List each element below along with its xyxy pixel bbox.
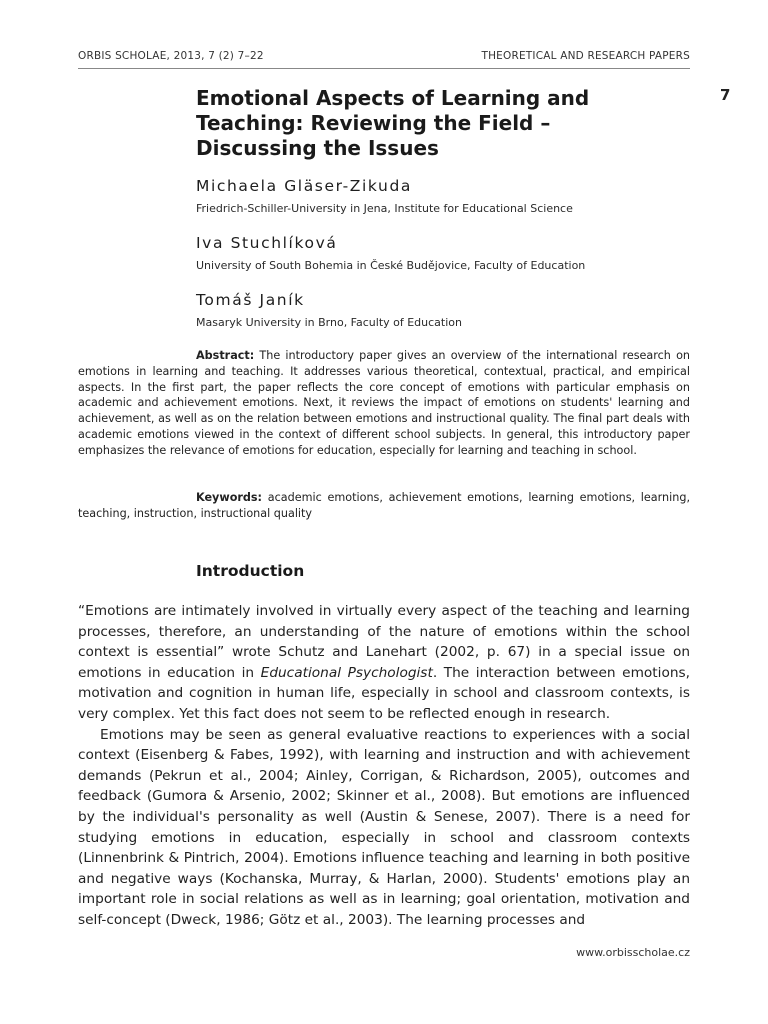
- author-name: Tomáš Janík: [196, 291, 305, 309]
- paragraph-text: . The interaction between emotions, motivation and cognition in human life, especially in school and classroom contexts, is very complex. Yet this fact does not seem to be reflected enough in research.: [78, 664, 690, 722]
- keywords: [78, 490, 690, 522]
- paragraph-text: “Emotions are intimately involved in virtually every aspect of the teaching and learning processes, therefore, an understanding of the nature of emotions within the school context is essential” wrote Schutz and Lanehart (2002, p. 67) in a special issue on emotions in education in: [78, 603, 690, 681]
- author-affiliation: University of South Bohemia in České Budějovice, Faculty of Education: [196, 259, 586, 272]
- journal-name: Educational Psychologist: [260, 664, 433, 681]
- author-name: Michaela Gläser-Zikuda: [196, 177, 412, 195]
- article-title: Emotional Aspects of Learning and Teaching: Reviewing the Field – Discussing the Issues: [196, 86, 590, 160]
- author-affiliation: Friedrich-Schiller-University in Jena, Institute for Educational Science: [196, 202, 573, 215]
- abstract-label: Abstract:: [196, 349, 255, 362]
- author-name: Iva Stuchlíková: [196, 234, 338, 252]
- author-block: [196, 233, 676, 273]
- abstract: [78, 348, 690, 459]
- section-heading-introduction: Introduction: [196, 562, 305, 580]
- footer-website: www.orbisscholae.cz: [576, 946, 690, 959]
- journal-citation: ORBIS SCHOLAE, 2013, 7 (2) 7–22: [78, 50, 264, 62]
- page-number: 7: [720, 86, 731, 104]
- author-block: [196, 290, 676, 330]
- body-text: [78, 601, 690, 931]
- author-block: [196, 176, 676, 216]
- running-head: [78, 50, 690, 69]
- paragraph: [78, 601, 690, 725]
- section-label: THEORETICAL AND RESEARCH PAPERS: [481, 50, 690, 62]
- abstract-text: The introductory paper gives an overview of the international research on emotions in learning and teaching. It addresses various theoretical, contextual, practical, and empirical aspects. In the first part, the paper reflects the core concept of emotions with particular emphasis on academic and achievement emotions. Next, it reviews the impact of emotions on students' learning and achievement, as well as on the relation between emotions and instructional quality. The final part deals with academic emotions viewed in the context of different school subjects. In general, this introductory paper emphasizes the relevance of emotions for education, especially for learning and teaching in school.: [78, 349, 690, 457]
- paragraph: Emotions may be seen as general evaluative reactions to experiences with a social context (Eisenberg & Fabes, 1992), with learning and instruction and with achievement demands (Pekrun et al., 2004; Ainley, Corrigan, & Richardson, 2005), outcomes and feedback (Gumora & Arsenio, 2002; Skinner et al., 2008). But emotions are influenced by the individual's personality as well (Austin & Senese, 2007). There is a need for studying emotions in education, especially in school and classroom contexts (Linnenbrink & Pintrich, 2004). Emotions influence teaching and learning in both positive and negative ways (Kochanska, Murray, & Harlan, 2000). Students' emotions play an important role in social relations as well as in learning; goal orientation, motivation and self-concept (Dweck, 1986; Götz et al., 2003). The learning processes and: [78, 726, 690, 928]
- keywords-label: Keywords:: [196, 491, 263, 504]
- author-affiliation: Masaryk University in Brno, Faculty of Education: [196, 316, 462, 329]
- keywords-text: academic emotions, achievement emotions, learning emotions, learning, teaching, instruction, instructional quality: [78, 491, 690, 520]
